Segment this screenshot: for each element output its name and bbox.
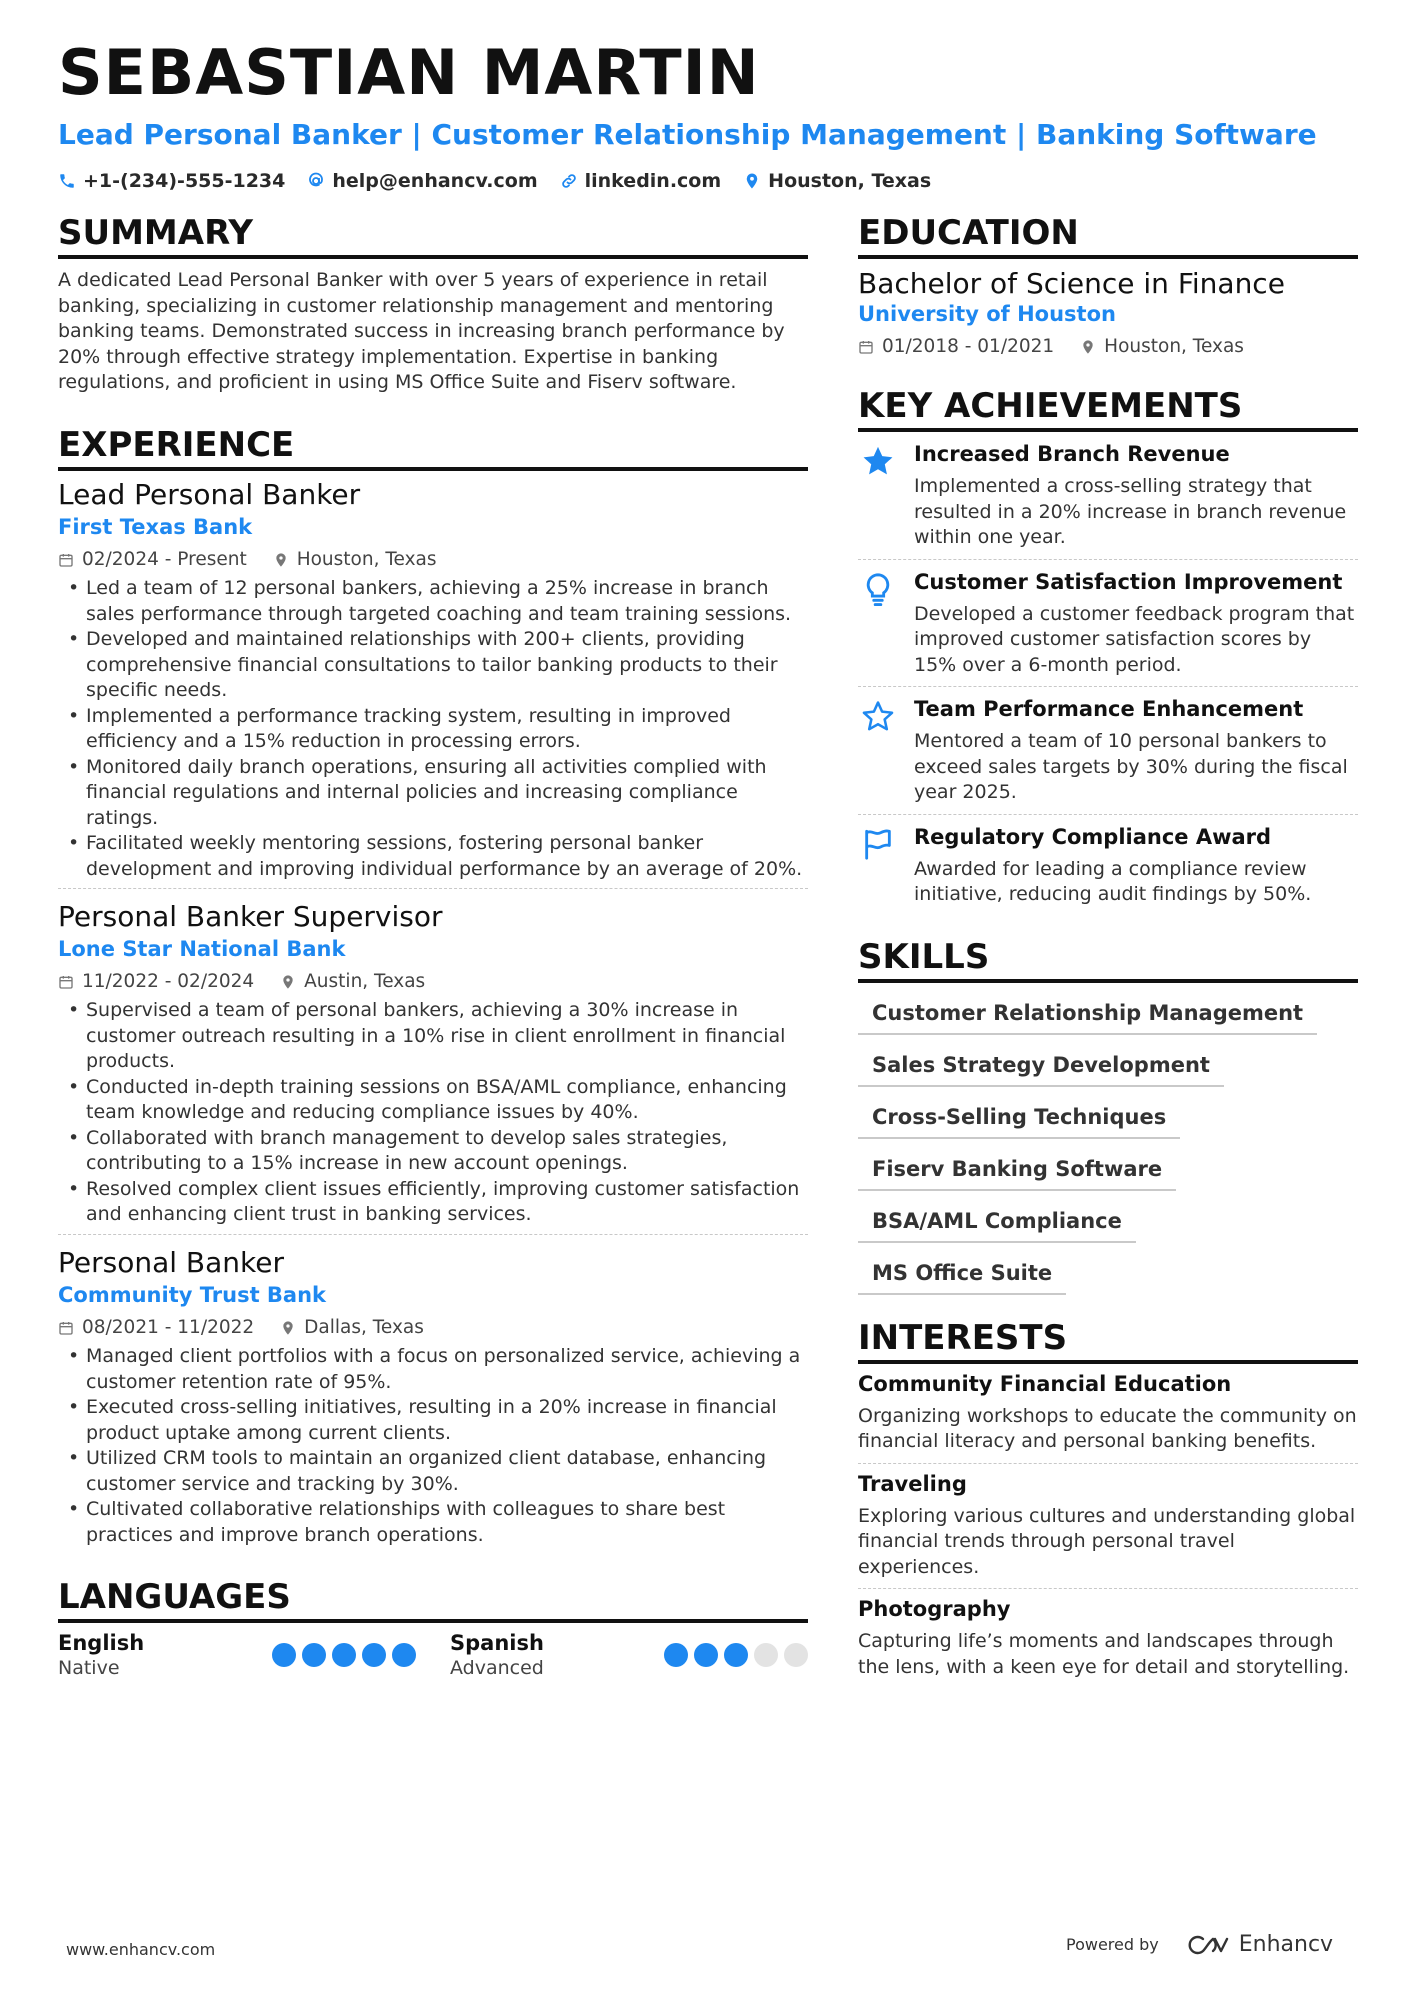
link-icon bbox=[560, 172, 578, 190]
job-bullets bbox=[58, 998, 808, 1228]
skills-heading: SKILLS bbox=[858, 938, 1358, 983]
phone-text: +1-(234)-555-1234 bbox=[83, 170, 286, 192]
proficiency-dot-filled bbox=[332, 1643, 356, 1667]
interest-title: Photography bbox=[858, 1597, 1011, 1622]
bullet-item: • Executed cross-selling initiatives, resulting in a 20% increase in financial product uptake among current clients. bbox=[58, 1395, 808, 1446]
job-meta bbox=[58, 971, 808, 992]
proficiency-dot-filled bbox=[272, 1643, 296, 1667]
company-name: Lone Star National Bank bbox=[58, 937, 346, 962]
headline: Lead Personal Banker | Customer Relationship Management | Banking Software bbox=[58, 118, 1317, 151]
interest-desc: Organizing workshops to educate the community on financial literacy and personal banking benefits. bbox=[858, 1404, 1357, 1453]
company-name: Community Trust Bank bbox=[58, 1283, 327, 1308]
education-heading: EDUCATION bbox=[858, 214, 1358, 259]
location-text: Houston, Texas bbox=[768, 170, 932, 192]
footer-branding bbox=[1066, 1932, 1333, 1957]
achievements-heading: KEY ACHIEVEMENTS bbox=[858, 387, 1358, 432]
calendar-icon bbox=[58, 1320, 74, 1336]
calendar-icon bbox=[858, 339, 874, 355]
calendar-icon bbox=[58, 974, 74, 990]
candidate-name: SEBASTIAN MARTIN bbox=[58, 36, 760, 109]
bullet-item: • Cultivated collaborative relationships with colleagues to share best practices and improve branch operations. bbox=[58, 1497, 808, 1548]
interest-title: Traveling bbox=[858, 1471, 967, 1496]
achievement-item bbox=[858, 560, 1358, 688]
achievement-title: Increased Branch Revenue bbox=[914, 442, 1230, 467]
bullet-item: • Implemented a performance tracking system, resulting in improved efficiency and a 15% reduction in processing errors. bbox=[58, 704, 808, 755]
language-name: Spanish bbox=[450, 1631, 544, 1656]
achievement-title: Regulatory Compliance Award bbox=[914, 824, 1272, 849]
email-text: help@enhancv.com bbox=[332, 170, 538, 192]
brand-name: Enhancv bbox=[1238, 1932, 1334, 1957]
language-level: Native bbox=[58, 1657, 120, 1680]
achievement-desc: Awarded for leading a compliance review initiative, reducing audit findings by 50%. bbox=[914, 857, 1312, 906]
linkedin-text: linkedin.com bbox=[584, 170, 722, 192]
skill-tag: Sales Strategy Development bbox=[858, 1049, 1224, 1087]
interest-desc: Exploring various cultures and understanding global financial trends through personal travel experiences. bbox=[858, 1504, 1356, 1578]
achievement-desc: Developed a customer feedback program that improved customer satisfaction scores by 15% over a 6-month period. bbox=[914, 602, 1355, 676]
at-icon bbox=[307, 172, 325, 190]
bullet-item: • Monitored daily branch operations, ensuring all activities complied with financial regulations and internal policies and increasing compliance ratings. bbox=[58, 755, 808, 832]
contact-phone[interactable] bbox=[58, 170, 285, 192]
job-title: Lead Personal Banker bbox=[58, 477, 361, 511]
job-dates: 08/2021 - 11/2022 bbox=[82, 1317, 255, 1339]
bullet-item: • Supervised a team of personal bankers, achieving a 30% increase in customer outreach resulting in a 10% rise in client enrollment in financial products. bbox=[58, 998, 808, 1075]
company-name: First Texas Bank bbox=[58, 515, 253, 540]
job-location: Dallas, Texas bbox=[304, 1317, 424, 1339]
proficiency-dot-filled bbox=[724, 1643, 748, 1667]
achievements-list bbox=[858, 432, 1358, 916]
education-dates: 01/2018 - 01/2021 bbox=[882, 336, 1055, 358]
proficiency-dots bbox=[272, 1643, 416, 1667]
interests-heading: INTERESTS bbox=[858, 1319, 1358, 1364]
phone-icon bbox=[58, 172, 76, 190]
contact-location bbox=[743, 170, 931, 192]
left-column bbox=[58, 214, 808, 1679]
bullet-item: • Managed client portfolios with a focus on personalized service, achieving a customer retention rate of 95%. bbox=[58, 1344, 808, 1395]
achievement-title: Customer Satisfaction Improvement bbox=[914, 569, 1343, 594]
achievement-item bbox=[858, 687, 1358, 815]
star-outline-icon bbox=[861, 699, 895, 733]
languages-list bbox=[58, 1631, 808, 1679]
bullet-item: • Collaborated with branch management to develop sales strategies, contributing to a 15% increase in new account openings. bbox=[58, 1126, 808, 1177]
proficiency-dot-filled bbox=[664, 1643, 688, 1667]
contact-linkedin[interactable] bbox=[560, 170, 722, 192]
location-pin-icon bbox=[280, 974, 296, 990]
bullet-item: • Utilized CRM tools to maintain an organized client database, enhancing customer service and tracking by 30%. bbox=[58, 1446, 808, 1497]
achievement-title: Team Performance Enhancement bbox=[914, 697, 1304, 722]
flag-icon bbox=[861, 827, 895, 861]
job-bullets bbox=[58, 576, 808, 882]
experience-heading: EXPERIENCE bbox=[58, 426, 808, 471]
skill-tag: Fiserv Banking Software bbox=[858, 1153, 1176, 1191]
education-meta bbox=[858, 336, 1358, 357]
powered-by-label: Powered by bbox=[1066, 1935, 1159, 1954]
bullet-item: • Developed and maintained relationships with 200+ clients, providing comprehensive financial consultations to tailor banking products to their specific needs. bbox=[58, 627, 808, 704]
bullet-item: • Facilitated weekly mentoring sessions, fostering personal banker development and improving individual performance by an average of 20%. bbox=[58, 831, 808, 882]
interest-desc: Capturing life’s moments and landscapes through the lens, with a keen eye for detail and storytelling. bbox=[858, 1630, 1350, 1678]
contact-email[interactable] bbox=[307, 170, 537, 192]
bullet-item: • Led a team of 12 personal bankers, achieving a 25% increase in branch sales performance through targeted coaching and team training sessions. bbox=[58, 576, 808, 627]
bullet-item: • Resolved complex client issues efficiently, improving customer satisfaction and enhancing client trust in banking services. bbox=[58, 1177, 808, 1228]
location-pin-icon bbox=[280, 1320, 296, 1336]
calendar-icon bbox=[58, 552, 74, 568]
language-item bbox=[450, 1631, 808, 1679]
proficiency-dot-filled bbox=[302, 1643, 326, 1667]
interests-list bbox=[858, 1364, 1358, 1689]
right-column bbox=[858, 214, 1358, 1688]
proficiency-dot-filled bbox=[392, 1643, 416, 1667]
proficiency-dot-empty bbox=[754, 1643, 778, 1667]
job-location: Houston, Texas bbox=[296, 549, 437, 571]
achievement-desc: Mentored a team of 10 personal bankers to exceed sales targets by 30% during the fiscal year 2025. bbox=[914, 730, 1348, 804]
skill-tag: Customer Relationship Management bbox=[858, 997, 1317, 1035]
enhancv-logo-icon bbox=[1185, 1933, 1231, 1957]
achievement-item bbox=[858, 432, 1358, 560]
skill-tag: MS Office Suite bbox=[858, 1257, 1066, 1295]
job-dates: 11/2022 - 02/2024 bbox=[82, 971, 255, 993]
contact-bar bbox=[58, 170, 931, 192]
enhancv-logo[interactable] bbox=[1185, 1932, 1333, 1957]
proficiency-dot-filled bbox=[362, 1643, 386, 1667]
proficiency-dots bbox=[664, 1643, 808, 1667]
job-title: Personal Banker bbox=[58, 1245, 284, 1279]
languages-heading: LANGUAGES bbox=[58, 1578, 808, 1623]
job-entry bbox=[58, 888, 808, 1234]
summary-heading: SUMMARY bbox=[58, 214, 808, 259]
location-pin-icon bbox=[273, 552, 289, 568]
bullet-item: • Conducted in-depth training sessions on BSA/AML compliance, enhancing team knowledge and reducing compliance issues by 40%. bbox=[58, 1075, 808, 1126]
star-filled-icon bbox=[861, 444, 895, 478]
job-location: Austin, Texas bbox=[304, 971, 426, 993]
location-pin-icon bbox=[1080, 339, 1096, 355]
interest-item bbox=[858, 1464, 1358, 1590]
interest-item bbox=[858, 1364, 1358, 1464]
achievement-desc: Implemented a cross-selling strategy that resulted in a 20% increase in branch revenue within one year. bbox=[914, 475, 1347, 549]
job-bullets bbox=[58, 1344, 808, 1548]
job-meta bbox=[58, 549, 808, 570]
degree: Bachelor of Science in Finance bbox=[858, 267, 1285, 301]
achievement-item bbox=[858, 815, 1358, 916]
job-dates: 02/2024 - Present bbox=[82, 549, 247, 571]
location-pin-icon bbox=[743, 172, 761, 190]
education-location: Houston, Texas bbox=[1104, 336, 1244, 358]
interest-title: Community Financial Education bbox=[858, 1371, 1232, 1396]
skills-list bbox=[858, 997, 1358, 1295]
language-name: English bbox=[58, 1631, 145, 1656]
language-level: Advanced bbox=[450, 1657, 544, 1680]
lightbulb-icon bbox=[861, 572, 895, 606]
interest-item bbox=[858, 1589, 1358, 1688]
job-title: Personal Banker Supervisor bbox=[58, 900, 443, 934]
skill-tag: BSA/AML Compliance bbox=[858, 1205, 1136, 1243]
proficiency-dot-empty bbox=[784, 1643, 808, 1667]
proficiency-dot-filled bbox=[694, 1643, 718, 1667]
footer-website[interactable]: www.enhancv.com bbox=[66, 1940, 216, 1959]
language-item bbox=[58, 1631, 416, 1679]
school-name: University of Houston bbox=[858, 302, 1116, 327]
summary-text: A dedicated Lead Personal Banker with over 5 years of experience in retail banking, specializing in customer relationship management and mentoring banking teams. Demonstrated success in increasing branch performance by 20% through effective strategy implementation. Expertise in banking regulations, and proficient in using MS Office Suite and Fiserv software. bbox=[58, 269, 785, 394]
job-meta bbox=[58, 1317, 808, 1338]
job-entry bbox=[58, 471, 808, 888]
job-entry bbox=[58, 1234, 808, 1554]
skill-tag: Cross-Selling Techniques bbox=[858, 1101, 1180, 1139]
